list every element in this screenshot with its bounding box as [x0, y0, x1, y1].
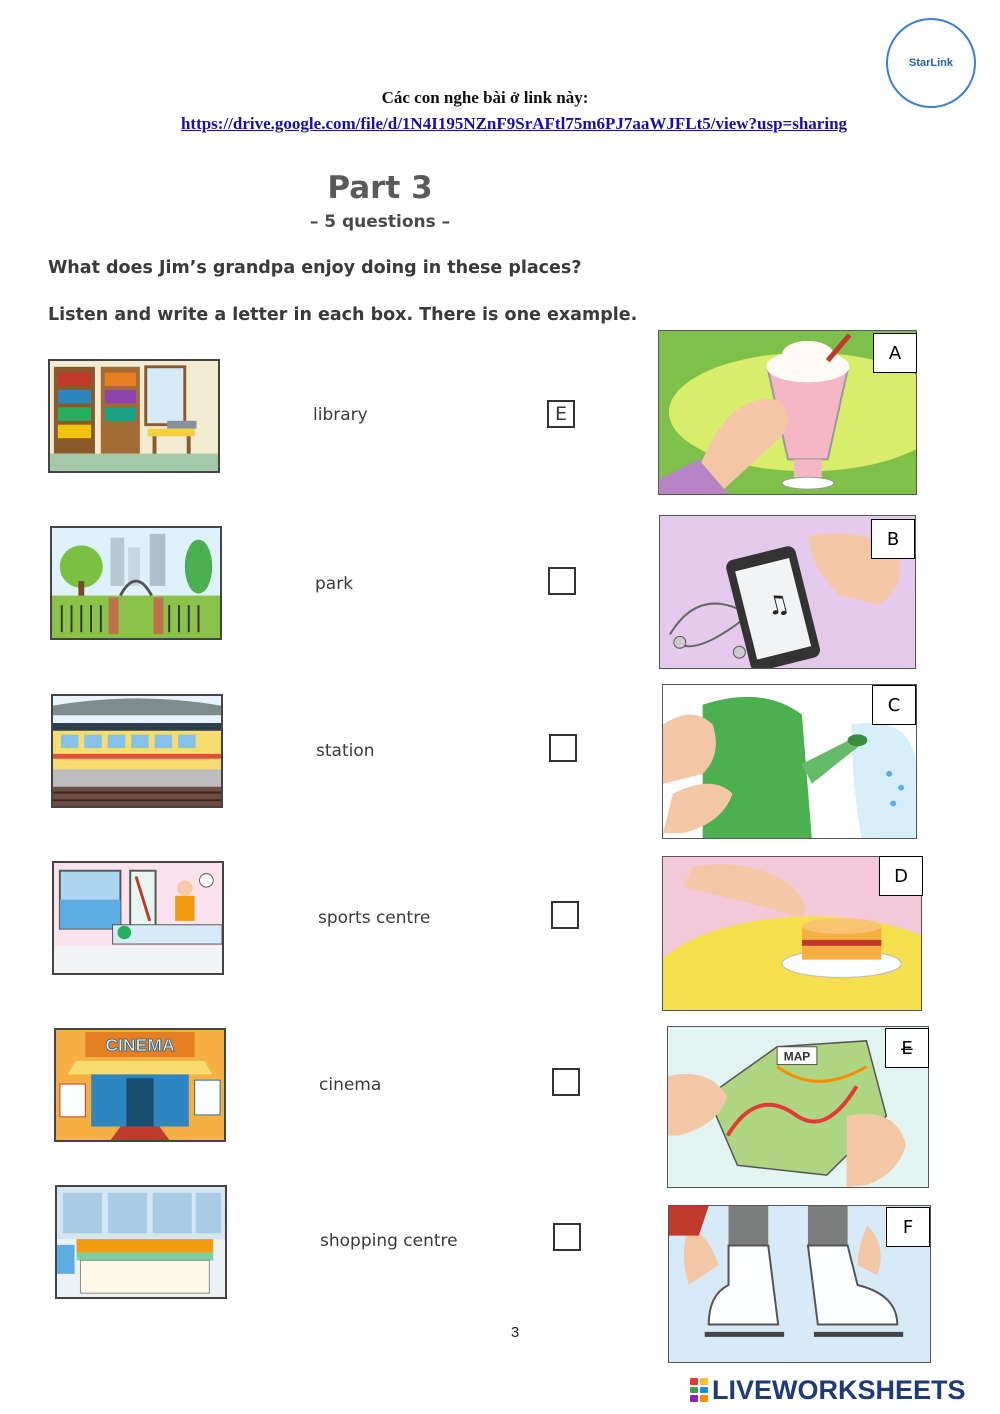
page-number: 3: [510, 1324, 520, 1341]
place-label-shopping-centre: shopping centre: [320, 1231, 458, 1251]
answer-box-library[interactable]: E: [547, 400, 575, 428]
shopping-centre-picture: [55, 1185, 227, 1299]
letter-box-d: D: [879, 856, 923, 896]
liveworksheets-brand: [690, 1373, 966, 1407]
library-picture: [48, 359, 220, 473]
answer-box-sports-centre[interactable]: [551, 901, 579, 929]
intro-text: Các con nghe bài ở link này:: [381, 88, 589, 107]
place-label-station: station: [316, 741, 375, 761]
place-label-sports-centre: sports centre: [318, 908, 431, 928]
audio-link[interactable]: https://drive.google.com/file/d/1N4I195NZnF9SrAFtl75m6PJ7aaWJFLt5/view?usp=sharing: [180, 114, 848, 133]
letter-box-e: E̶: [885, 1028, 929, 1068]
part-title: Part 3: [327, 170, 433, 206]
answer-box-station[interactable]: [549, 734, 577, 762]
place-label-library: library: [313, 405, 368, 425]
logo-text: StarLink: [908, 57, 953, 69]
letter-box-f: F: [886, 1207, 930, 1247]
cinema-sign-text: CINEMA: [105, 1035, 175, 1056]
letter-box-c: C: [872, 685, 916, 725]
task-text: Listen and write a letter in each box. There is one example.: [48, 305, 638, 325]
place-label-cinema: cinema: [319, 1075, 382, 1095]
sports-centre-picture: [52, 861, 224, 975]
letter-box-b: B: [871, 519, 915, 559]
answer-box-shopping-centre[interactable]: [553, 1223, 581, 1251]
question-text: What does Jim’s grandpa enjoy doing in these places?: [48, 258, 582, 278]
map-label-text: MAP: [783, 1049, 811, 1064]
letter-box-a: A: [873, 333, 917, 373]
liveworksheets-logo-icon: [690, 1378, 708, 1402]
part-subtitle: – 5 questions –: [309, 212, 451, 232]
cinema-picture: [54, 1028, 226, 1142]
park-picture: [50, 526, 222, 640]
station-picture: [51, 694, 223, 808]
brand-text: LIVEWORKSHEETS: [712, 1374, 966, 1405]
svg-text:♫: ♫: [763, 588, 793, 623]
answer-box-cinema[interactable]: [552, 1068, 580, 1096]
place-label-park: park: [315, 574, 354, 594]
answer-box-park[interactable]: [548, 567, 576, 595]
